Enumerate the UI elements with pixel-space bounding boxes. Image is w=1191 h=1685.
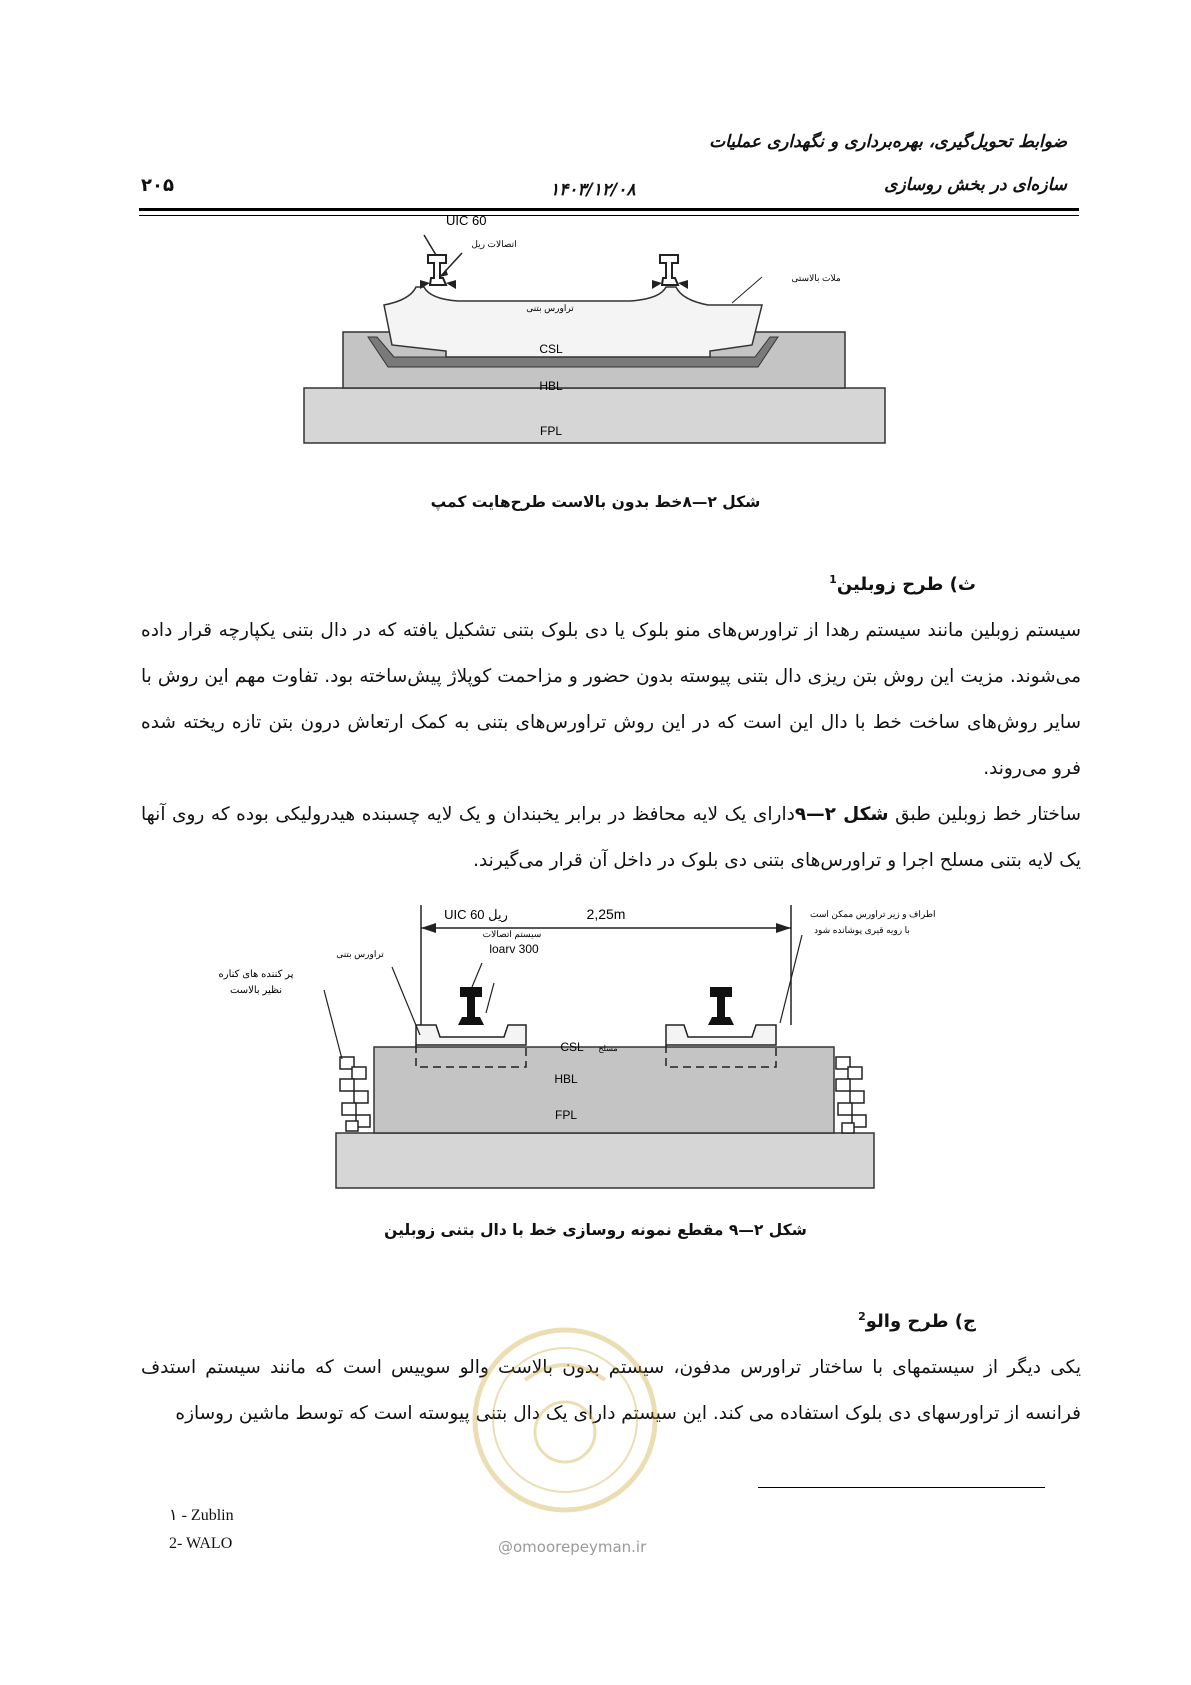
header-title-line1: ضوابط تحویل‌گیری، بهره‌برداری و نگهداری عملیات bbox=[709, 132, 1067, 152]
figure1-diagram bbox=[300, 213, 900, 470]
rail-left-icon bbox=[428, 255, 446, 285]
footnote-rule bbox=[758, 1487, 1045, 1488]
section-heading-walo bbox=[858, 1310, 976, 1332]
fig2-rail-left-icon bbox=[458, 987, 484, 1025]
section-heading-zublin bbox=[829, 573, 976, 595]
fig2-cover-label-a: اطراف و زیر تراورس ممکن است bbox=[810, 909, 936, 919]
fig2-fastening-label-a: سیستم اتصالات bbox=[482, 929, 542, 939]
watermark-text: @omoorepeyman.ir bbox=[498, 1538, 647, 1556]
footnote-2: 2- WALO bbox=[169, 1535, 233, 1552]
header-rule-thick bbox=[139, 208, 1079, 211]
fig2-width-label: 2,25m bbox=[586, 906, 626, 922]
header-title-line2: سازه‌ای در بخش روسازی bbox=[884, 175, 1067, 195]
fig2-csl-label: CSL bbox=[560, 1040, 584, 1054]
page-number: ۲۰۵ bbox=[141, 175, 174, 196]
footnote-ref-1: 1 bbox=[829, 573, 837, 586]
header-rule-thin bbox=[139, 215, 1079, 216]
fig2-hbl-label: HBL bbox=[554, 1072, 578, 1086]
fig1-fpl-label: FPL bbox=[539, 424, 563, 438]
footnote-ref-2: 2 bbox=[858, 1310, 866, 1323]
fig2-rail-right-icon bbox=[708, 987, 734, 1025]
sleeper-shape bbox=[384, 287, 762, 357]
section-heading-walo-text: ج) طرح والو bbox=[865, 1311, 976, 1332]
watermark-seal-icon bbox=[465, 1320, 665, 1530]
fig2-rail-label: UIC 60 ریل bbox=[444, 907, 508, 922]
figure2-caption: شکل ۲—۹ مقطع نمونه روسازی خط با دال بتنی زوبلین bbox=[384, 1221, 807, 1239]
paragraph-zublin-2-b: دارای یک لایه محافظ در برابر یخبندان و یک لایه چسبنده هیدرولیکی بوده که روی آنها یک لایه بتنی مسلح اجرا و تراورس‌های بتنی دی بلوک در داخل آن قرار می‌گیرند. bbox=[141, 804, 1081, 871]
fig2-edge-label-a: پر کننده های کناره bbox=[218, 969, 294, 980]
fig1-fastening-label: اتصالات ریل bbox=[471, 239, 517, 249]
fig2-fpl-label: FPL bbox=[554, 1108, 578, 1122]
fig1-hbl-label: HBL bbox=[539, 379, 563, 393]
figure-ref-link: شکل ۲—۹ bbox=[794, 804, 889, 825]
figure2-diagram bbox=[218, 895, 936, 1225]
hbl-layer bbox=[304, 388, 885, 443]
sleeper-block-right bbox=[666, 1025, 776, 1045]
footnote-1: ۱ - Zublin bbox=[169, 1507, 234, 1524]
figure1-caption: شکل ۲—۸خط بدون بالاست طرح‌هایت کمپ bbox=[430, 493, 761, 511]
fig2-reinforced-label: مسلح bbox=[598, 1044, 618, 1053]
paragraph-zublin-2-a: ساختار خط زوبلین طبق bbox=[888, 804, 1082, 825]
fig2-cover-label-b: با رویه قیری پوشانده شود bbox=[814, 925, 910, 935]
fig2-edge-label-b: نظیر بالاست bbox=[229, 985, 283, 996]
fig1-csl-label: CSL bbox=[539, 342, 563, 356]
fig1-sleeper-label: تراورس بتنی bbox=[526, 303, 574, 313]
edge-filler-left-icon bbox=[340, 1057, 370, 1131]
sleeper-block-left bbox=[416, 1025, 526, 1045]
section-heading-zublin-text: ث) طرح زوبلین bbox=[836, 574, 976, 595]
fig2-sleeper-label: تراورس بتنی bbox=[336, 949, 384, 959]
fig2-hbl-layer bbox=[336, 1133, 874, 1188]
fig1-rail-label: UIC 60 bbox=[446, 213, 487, 228]
paragraph-zublin-1: سیستم زوبلین مانند سیستم رهدا از تراورس‌های منو بلوک یا دی بلوک بتنی تشکیل یافته که در دال بتنی یکپارچه قرار داده می‌شوند. مزیت این روش بتن ریزی دال بتنی پیوسته بدون حضور و مزاحمت کوپلاژ پیش‌ساخته بود. تفاوت مهم این روش با سایر روش‌های ساخت خط با دال این است که در این روش تراورس‌های بتنی به کمک ارتعاش درون بتن تازه ریخته شده فرو می‌روند. bbox=[141, 620, 1081, 779]
fig2-fastening-label-b: loarv 300 bbox=[489, 942, 539, 956]
paragraph-walo: یکی دیگر از سیستمهای با ساختار تراورس مدفون، سیستم بدون بالاست والو سوییس است که مانند سیستم استدف فرانسه از تراورسهای دی بلوک استفاده می کند. این سیستم دارای یک دال بتنی پیوسته است که توسط ماشین روسازه bbox=[141, 1357, 1081, 1424]
header-date: ۱۴۰۳/۱۲/۰۸ bbox=[550, 180, 636, 200]
paragraph-zublin-2 bbox=[141, 792, 1081, 884]
fig1-mortar-label: ملات بالاستی bbox=[791, 273, 841, 283]
edge-filler-right-icon bbox=[836, 1057, 866, 1133]
fig2-csl-layer bbox=[374, 1047, 834, 1133]
rail-right-icon bbox=[660, 255, 678, 285]
